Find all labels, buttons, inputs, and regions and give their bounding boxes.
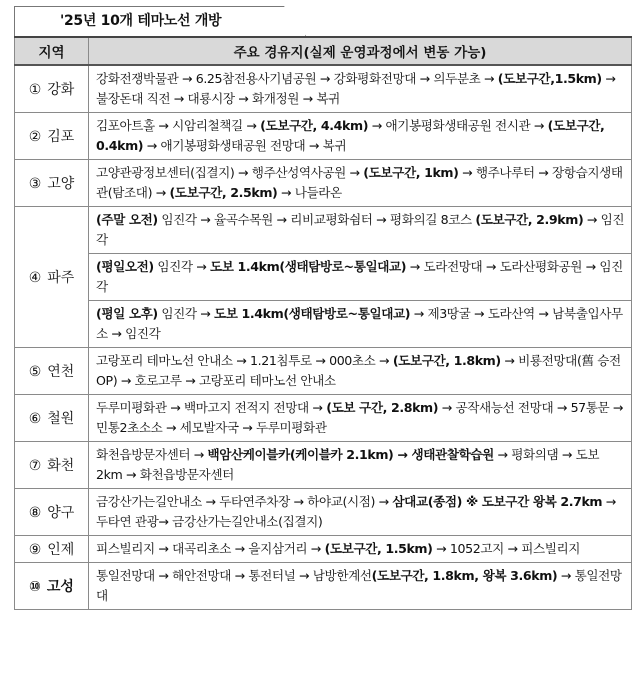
region-cell [15,563,89,610]
route-highlight: (도보구간, 0.4km) [96,118,605,153]
table-header-row [15,37,632,65]
region-name: 연천 [47,364,75,380]
route-text: 김포아트홀 → 시암리철책길 → [96,118,261,133]
route-cell [89,301,632,348]
route-text: 임진각 → 율곡수목원 → 리비교평화쉼터 → 평화의길 8코스 [157,212,476,227]
route-text: 화천읍방문자센터 → [96,447,208,462]
region-number: ③ [28,176,42,192]
route-cell [89,563,632,610]
table-row [15,348,632,395]
table-row [15,65,632,113]
region-cell [15,207,89,348]
route-text: 고양관광정보센터(집결지) → 행주산성역사공원 → [96,165,364,180]
page-title: '25년 10개 테마노선 개방 [60,13,222,29]
region-cell [15,65,89,113]
route-text: → 행주나루터 → 장항습지생태관(탐조대) → [96,165,623,200]
route-text: 임진각 → [153,259,211,274]
region-number: ⑥ [28,411,42,427]
table-body [15,65,632,610]
region-number: ① [28,82,42,98]
route-highlight: (도보구간, 1.8km, 왕복 3.6km) [371,568,558,583]
route-cell [89,160,632,207]
table-row [15,301,632,348]
route-highlight: (도보구간, 4.4km) [260,118,369,133]
route-highlight: (도보구간, 1km) [363,165,459,180]
route-cell [89,254,632,301]
route-text: → 제3땅굴 → 도라산역 → 남북출입사무소 → 임진각 [96,306,623,341]
region-name: 인제 [47,542,75,558]
route-text: → 평화의댐 → 도보 2km → 화천읍방문자센터 [96,447,600,482]
route-cell [89,348,632,395]
route-text: 두루미평화관 → 백마고지 전적지 전망대 → [96,400,327,415]
route-text: 강화전쟁박물관 → 6.25참전용사기념공원 → 강화평화전망대 → 의두분초 → [96,71,498,86]
column-header-region: 지역 [15,37,89,65]
table-row [15,207,632,254]
route-cell [89,489,632,536]
route-cell [89,207,632,254]
route-highlight: (도보구간, 1.8km) [392,353,501,368]
route-text: → 애기봉평화생태공원 전망대 → 복귀 [143,138,347,153]
table-row [15,254,632,301]
route-text: 통일전망대 → 해안전망대 → 통전터널 → 남방한계선 [96,568,372,583]
route-highlight: (도보구간, 1.5km) [324,541,433,556]
region-number: ⑨ [28,542,42,558]
region-number: ⑤ [28,364,42,380]
route-text: → 도라전망대 → 도라산평화공원 → 임진각 [96,259,623,294]
column-header-route: 주요 경유지(실제 운영과정에서 변동 가능) [89,37,632,65]
region-number: ⑦ [28,458,42,474]
region-name: 고양 [47,176,75,192]
table-row [15,442,632,489]
route-highlight: (도보 구간, 2.8km) [326,400,439,415]
route-cell [89,113,632,160]
route-text: → 1052고지 → 피스빌리지 [432,541,581,556]
region-cell [15,160,89,207]
region-name: 고성 [46,579,74,595]
route-cell [89,395,632,442]
route-highlight: 도보 1.4km(생태탐방로~통일대교) [210,259,407,274]
table-row [15,113,632,160]
routes-table [14,36,632,610]
route-highlight: 삼대교(종점) ※ 도보구간 왕복 2.7km [392,494,603,509]
route-text: 고랑포리 테마노선 안내소 → 1.21침투로 → 000초소 → [96,353,393,368]
route-text: → 비룡전망대(舊 승전OP) → 호로고루 → 고랑포리 테마노선 안내소 [96,353,621,388]
route-highlight: (평일 오후) [96,306,158,321]
route-text: 피스빌리지 → 대곡리초소 → 을지삼거리 → [96,541,325,556]
region-name: 화천 [47,458,75,474]
region-number: ⑧ [28,505,42,521]
table-row [15,536,632,563]
route-highlight: (평일오전) [96,259,154,274]
route-text: 임진각 → [157,306,215,321]
route-highlight: (주말 오전) [96,212,158,227]
route-cell [89,442,632,489]
route-text: → 두타연 관광→ 금강산가는길안내소(집결지) [96,494,616,529]
region-cell [15,113,89,160]
table-row [15,563,632,610]
route-highlight: 도보 1.4km(생태탐방로~통일대교) [214,306,411,321]
route-text: → 애기봉평화생태공원 전시관 → [368,118,548,133]
route-text: → 나들라온 [277,185,342,200]
region-name: 양구 [47,505,75,521]
route-highlight: (도보구간, 2.9km) [475,212,584,227]
route-text: → 임진각 [96,212,625,247]
route-text: → 통일전망대 [96,568,622,603]
table-row [15,395,632,442]
route-text: → 불장돈대 직전 → 대룡시장 → 화개정원 → 복귀 [96,71,616,106]
table-row [15,489,632,536]
route-text: 금강산가는길안내소 → 두타연주차장 → 하야교(시점) → [96,494,393,509]
region-name: 철원 [47,411,75,427]
region-cell [15,489,89,536]
region-number: ② [28,129,42,145]
region-cell [15,442,89,489]
region-cell [15,348,89,395]
region-number: ④ [28,270,42,286]
route-text: → 공작새능선 전망대 → 57통문 → 민통2초소소 → 세모발자국 → 두루미평화관 [96,400,624,435]
region-number: ⑩ [29,579,41,595]
route-cell [89,536,632,563]
route-highlight: 백암산케이블카(케이블카 2.1km) → 생태관찰학습원 [207,447,494,462]
region-name: 강화 [47,82,75,98]
region-name: 파주 [47,270,75,286]
region-name: 김포 [47,129,75,145]
region-cell [15,395,89,442]
table-row [15,160,632,207]
route-highlight: (도보구간,1.5km) [497,71,602,86]
region-cell [15,536,89,563]
route-highlight: (도보구간, 2.5km) [169,185,278,200]
route-cell [89,65,632,113]
